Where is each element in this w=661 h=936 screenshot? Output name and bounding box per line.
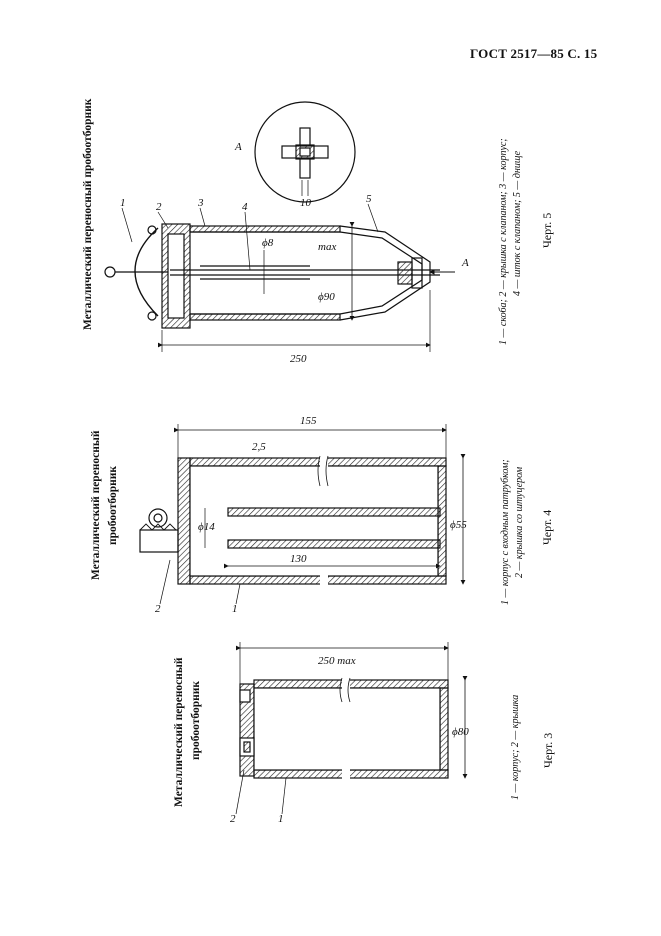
fig5-dim-length: 250 bbox=[290, 353, 307, 365]
fig3-caption: 1 — корпус; 2 — крышка bbox=[510, 694, 521, 800]
fig5-dim-rod: ϕ8 bbox=[262, 237, 274, 249]
fig5-title: Металлический переносный пробоотборник bbox=[82, 98, 94, 330]
fig4-dim-tube-length: 130 bbox=[290, 553, 307, 565]
fig4-callout-1: 1 bbox=[232, 603, 238, 615]
fig4-label: Черт. 4 bbox=[540, 509, 554, 545]
fig5-callout-5: 5 bbox=[366, 193, 372, 205]
fig5-drawing bbox=[105, 102, 455, 352]
fig3-callout-1: 1 bbox=[278, 813, 284, 825]
fig3-dim-diameter: ϕ80 bbox=[452, 726, 469, 738]
fig4-dim-diameter: ϕ55 bbox=[450, 519, 467, 531]
fig4-caption-line2: 2 — крышка со штуцером bbox=[514, 466, 525, 578]
page-header: ГОСТ 2517—85 С. 15 bbox=[470, 46, 598, 61]
fig5-dim-diameter: ϕ90 bbox=[318, 291, 335, 303]
fig4-dim-tube-diameter: ϕ14 bbox=[198, 521, 215, 533]
fig5-callout-4: 4 bbox=[242, 201, 248, 213]
fig4-title-line2: пробоотборник bbox=[107, 466, 119, 545]
fig3-title-line2: пробоотборник bbox=[190, 681, 202, 760]
fig4-dim-overall: 155 bbox=[300, 415, 317, 427]
fig5-caption-line1: 1 — скоба; 2 — крышка с клапаном; 3 — корпус; bbox=[498, 138, 509, 345]
fig4-drawing bbox=[140, 424, 463, 604]
fig4-title-line1: Металлический переносный bbox=[90, 430, 102, 580]
fig3-drawing bbox=[236, 642, 465, 814]
fig5-label: Черт. 5 bbox=[540, 212, 554, 248]
fig5-callout-3: 3 bbox=[198, 197, 204, 209]
fig5-callout-2: 2 bbox=[156, 201, 162, 213]
fig3-label: Черт. 3 bbox=[541, 732, 555, 768]
fig4-dim-wall: 2,5 bbox=[252, 441, 266, 453]
fig5-dim-key: 10 bbox=[300, 197, 311, 209]
fig5-view-label: А bbox=[235, 141, 242, 153]
fig5-callout-1: 1 bbox=[120, 197, 126, 209]
fig3-title-line1: Металлический переносный bbox=[173, 657, 185, 807]
fig5-caption-line2: 4 — шток с клапаном; 5 — днище bbox=[512, 150, 523, 296]
fig5-dim-max: max bbox=[318, 241, 337, 253]
fig3-dim-length: 250 max bbox=[318, 655, 356, 667]
fig3-callout-2: 2 bbox=[230, 813, 236, 825]
fig4-caption-line1: 1 — корпус с входным патрубком; bbox=[500, 459, 511, 605]
fig5-arrow-label: А bbox=[462, 257, 469, 269]
fig4-callout-2: 2 bbox=[155, 603, 161, 615]
